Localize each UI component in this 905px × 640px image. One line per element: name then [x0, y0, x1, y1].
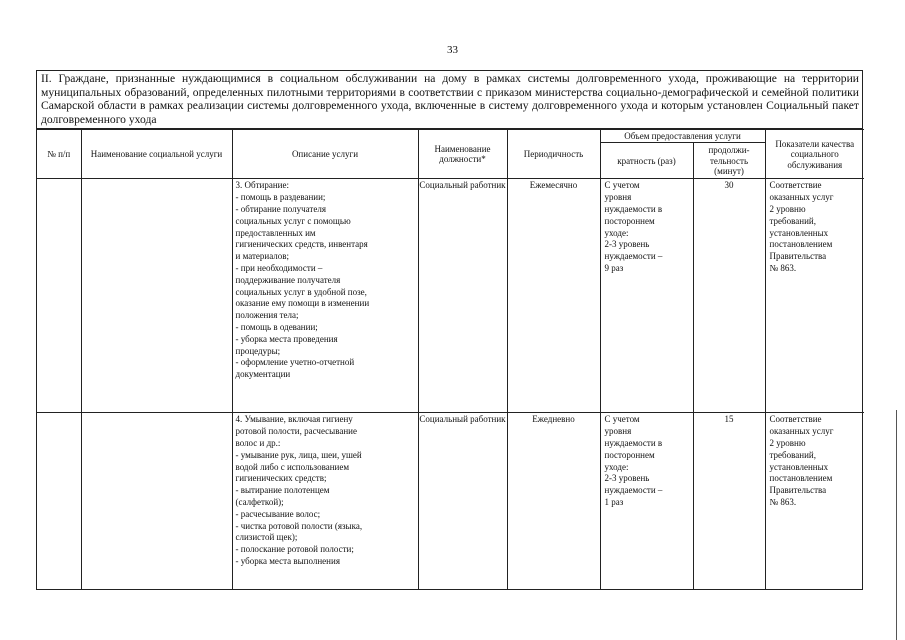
- section-heading: II. Граждане, признанные нуждающимися в социальном обслуживании на дому в рамках системы долговременного ухода, проживающие на территории муниципальных образований, определенных пилотными территориями в соответствии с приказом министерства социально-демографической и семейной политики Самарской области в рамках реализации системы долговременного ухода, включенные в систему долговременного ухода и которым установлен Социальный пакет долговременного ухода: [37, 71, 862, 129]
- description-line: - оформление учетно-отчетной: [235, 357, 355, 368]
- page-number: 33: [447, 44, 458, 56]
- description-line: оказание ему помощи в изменении: [235, 298, 370, 309]
- header-description: Описание услуги: [232, 130, 418, 179]
- header-volume-group: Объем предоставления услуги: [600, 130, 765, 143]
- description-line: (салфеткой);: [235, 496, 284, 507]
- cell-num: [37, 413, 81, 590]
- scan-edge-line: [896, 410, 897, 640]
- cell-periodicity: Ежедневно: [507, 413, 600, 590]
- multiplicity-line: уходе:: [604, 227, 629, 238]
- cell-position: Социальный работник: [418, 413, 507, 590]
- cell-description: [232, 179, 418, 413]
- quality-line: 2 уровню: [769, 437, 806, 448]
- quality-line: № 863.: [769, 262, 797, 273]
- quality-line: постановлением: [769, 473, 833, 484]
- header-position: Наименование должности*: [418, 130, 507, 179]
- description-line: процедуры;: [235, 345, 281, 356]
- multiplicity-line: 9 раз: [604, 262, 624, 273]
- description-line: - при необходимости –: [235, 262, 323, 273]
- header-duration: продолжи-тельность (минут): [693, 143, 765, 179]
- description-line: - помощь в раздевании;: [235, 192, 326, 203]
- table-row: [37, 179, 864, 413]
- quality-line: оказанных услуг: [769, 426, 834, 437]
- header-service-name: Наименование социальной услуги: [81, 130, 232, 179]
- cell-multiplicity: [600, 179, 693, 413]
- cell-description: [232, 413, 418, 590]
- quality-line: оказанных услуг: [769, 192, 834, 203]
- quality-line: Соответствие: [769, 414, 822, 425]
- description-line: 3. Обтирание:: [235, 180, 289, 191]
- quality-line: требований,: [769, 449, 816, 460]
- table-row: [37, 413, 864, 590]
- quality-line: постановлением: [769, 239, 833, 250]
- description-line: волос и др.:: [235, 437, 281, 448]
- multiplicity-line: С учетом: [604, 414, 640, 425]
- description-line: социальных услуг с помощью: [235, 215, 351, 226]
- quality-line: Правительства: [769, 251, 827, 262]
- description-line: гигиенических средств;: [235, 473, 327, 484]
- document-sheet: [36, 70, 863, 590]
- multiplicity-line: нуждаемости –: [604, 485, 663, 496]
- quality-line: Соответствие: [769, 180, 822, 191]
- quality-line: 2 уровню: [769, 203, 806, 214]
- description-line: 4. Умывание, включая гигиену: [235, 414, 353, 425]
- cell-service-name: [81, 413, 232, 590]
- description-line: - обтирание получателя: [235, 203, 326, 214]
- description-line: - вытирание полотенцем: [235, 485, 330, 496]
- multiplicity-line: нуждаемости –: [604, 251, 663, 262]
- description-line: положения тела;: [235, 310, 299, 321]
- multiplicity-line: постороннем: [604, 215, 655, 226]
- multiplicity-line: 1 раз: [604, 496, 624, 507]
- quality-line: установленных: [769, 461, 829, 472]
- multiplicity-line: уходе:: [604, 461, 629, 472]
- header-num: № п/п: [37, 130, 81, 179]
- cell-position: Социальный работник: [418, 179, 507, 413]
- description-line: - уборка места проведения: [235, 333, 338, 344]
- description-line: документации: [235, 369, 291, 380]
- multiplicity-line: уровня: [604, 426, 632, 437]
- description-line: - уборка места выполнения: [235, 555, 340, 566]
- description-line: водой либо с использованием: [235, 461, 350, 472]
- description-line: - помощь в одевании;: [235, 321, 318, 332]
- multiplicity-line: уровня: [604, 192, 632, 203]
- cell-duration: 30: [693, 179, 765, 413]
- quality-line: требований,: [769, 215, 816, 226]
- quality-line: Правительства: [769, 485, 827, 496]
- description-line: слизистой щек);: [235, 532, 298, 543]
- header-periodicity: Периодичность: [507, 130, 600, 179]
- multiplicity-line: 2-3 уровень: [604, 239, 650, 250]
- multiplicity-line: нуждаемости в: [604, 437, 663, 448]
- multiplicity-line: 2-3 уровень: [604, 473, 650, 484]
- description-line: ротовой полости, расчесывание: [235, 426, 357, 437]
- header-quality: Показатели качества социального обслуживания: [765, 130, 864, 179]
- multiplicity-line: С учетом: [604, 180, 640, 191]
- quality-line: установленных: [769, 227, 829, 238]
- description-line: - расчесывание волос;: [235, 508, 321, 519]
- services-table: [37, 129, 864, 589]
- description-line: и материалов;: [235, 251, 290, 262]
- quality-line: № 863.: [769, 496, 797, 507]
- cell-quality: [765, 179, 864, 413]
- description-line: - умывание рук, лица, шеи, ушей: [235, 449, 362, 460]
- multiplicity-line: нуждаемости в: [604, 203, 663, 214]
- cell-num: [37, 179, 81, 413]
- description-line: предоставленных им: [235, 227, 316, 238]
- description-line: - чистка ротовой полости (языка,: [235, 520, 363, 531]
- description-line: - полоскание ротовой полости;: [235, 544, 354, 555]
- multiplicity-line: постороннем: [604, 449, 655, 460]
- description-line: социальных услуг в удобной позе,: [235, 286, 367, 297]
- cell-periodicity: Ежемесячно: [507, 179, 600, 413]
- description-line: гигиенических средств, инвентаря: [235, 239, 368, 250]
- description-line: поддерживание получателя: [235, 274, 341, 285]
- cell-multiplicity: [600, 413, 693, 590]
- header-multiplicity: кратность (раз): [600, 143, 693, 179]
- cell-service-name: [81, 179, 232, 413]
- cell-duration: 15: [693, 413, 765, 590]
- cell-quality: [765, 413, 864, 590]
